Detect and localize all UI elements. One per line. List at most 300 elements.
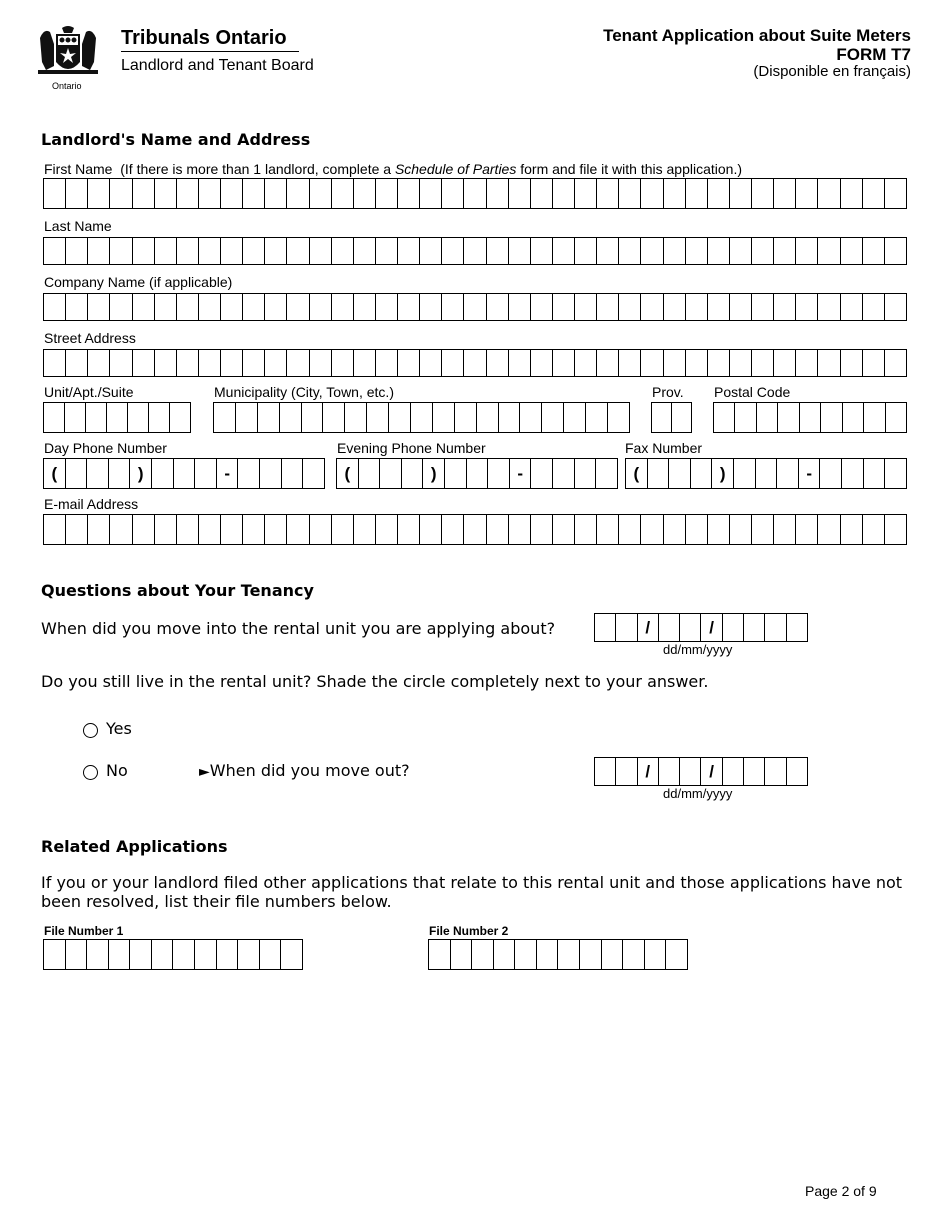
char-box[interactable] [44,238,66,264]
char-box[interactable] [87,459,109,488]
char-box[interactable] [553,515,575,544]
char-box[interactable] [885,294,906,320]
char-box[interactable] [863,238,885,264]
char-box[interactable] [619,238,641,264]
char-box[interactable] [686,238,708,264]
char-box[interactable] [619,294,641,320]
char-box[interactable] [774,238,796,264]
char-box[interactable] [332,238,354,264]
char-box[interactable] [109,459,131,488]
char-box[interactable] [280,403,302,432]
char-box[interactable] [243,294,265,320]
char-box[interactable] [531,350,553,376]
char-box[interactable] [195,940,217,969]
char-box[interactable] [110,515,132,544]
char-box[interactable] [88,350,110,376]
char-box[interactable] [464,179,486,208]
char-box[interactable] [756,459,778,488]
char-box[interactable] [265,294,287,320]
char-box[interactable] [796,294,818,320]
char-box[interactable] [686,179,708,208]
char-box[interactable] [238,940,260,969]
fax-field[interactable] [625,458,907,489]
char-box[interactable] [752,294,774,320]
char-box[interactable] [494,940,516,969]
char-box[interactable] [575,294,597,320]
char-box[interactable] [88,294,110,320]
char-box[interactable] [221,294,243,320]
char-box[interactable] [487,515,509,544]
char-box[interactable] [616,614,637,641]
postal-code-field[interactable] [713,402,907,433]
last-name-field[interactable] [43,237,907,265]
char-box[interactable] [398,350,420,376]
char-box[interactable] [155,350,177,376]
char-box[interactable] [332,179,354,208]
char-box[interactable] [641,238,663,264]
char-box[interactable] [488,459,510,488]
char-box[interactable] [110,350,132,376]
char-box[interactable]: ( [337,459,359,488]
char-box[interactable] [542,403,564,432]
char-box[interactable] [531,179,553,208]
char-box[interactable] [537,940,559,969]
char-box[interactable] [509,515,531,544]
first-name-field[interactable] [43,178,907,209]
char-box[interactable] [553,350,575,376]
char-box[interactable] [886,403,906,432]
char-box[interactable] [155,515,177,544]
char-box[interactable] [863,350,885,376]
char-box[interactable] [487,179,509,208]
char-box[interactable] [398,238,420,264]
char-box[interactable] [531,294,553,320]
char-box[interactable] [170,403,190,432]
char-box[interactable] [332,294,354,320]
char-box[interactable] [777,459,799,488]
char-box[interactable] [155,179,177,208]
char-box[interactable] [664,350,686,376]
char-box[interactable] [354,350,376,376]
char-box[interactable] [680,614,701,641]
char-box[interactable] [774,294,796,320]
char-box[interactable] [376,350,398,376]
char-box[interactable]: ) [712,459,734,488]
char-box[interactable]: ( [626,459,648,488]
char-box[interactable] [796,350,818,376]
char-box[interactable] [616,758,637,785]
char-box[interactable] [509,350,531,376]
char-box[interactable] [648,459,670,488]
char-box[interactable] [509,179,531,208]
char-box[interactable] [796,515,818,544]
char-box[interactable] [243,350,265,376]
char-box[interactable] [841,515,863,544]
char-box[interactable] [442,294,464,320]
char-box[interactable] [433,403,455,432]
char-box[interactable] [155,238,177,264]
char-box[interactable] [199,179,221,208]
no-radio[interactable] [83,765,98,780]
char-box[interactable] [173,940,195,969]
char-box[interactable] [666,940,687,969]
char-box[interactable] [282,459,304,488]
char-box[interactable] [752,179,774,208]
char-box[interactable] [107,403,128,432]
char-box[interactable] [260,459,282,488]
char-box[interactable] [221,238,243,264]
municipality-field[interactable] [213,402,630,433]
char-box[interactable] [152,940,174,969]
char-box[interactable] [402,459,424,488]
char-box[interactable] [597,179,619,208]
char-box[interactable] [199,294,221,320]
char-box[interactable] [842,459,864,488]
char-box[interactable] [310,294,332,320]
char-box[interactable] [597,350,619,376]
char-box[interactable] [818,179,840,208]
char-box[interactable] [664,179,686,208]
char-box[interactable] [442,350,464,376]
char-box[interactable] [133,238,155,264]
char-box[interactable] [672,403,691,432]
char-box[interactable] [659,614,680,641]
char-box[interactable] [420,179,442,208]
char-box[interactable] [177,294,199,320]
char-box[interactable] [221,350,243,376]
char-box[interactable] [354,515,376,544]
char-box[interactable] [531,238,553,264]
char-box[interactable] [177,515,199,544]
char-box[interactable] [652,403,672,432]
char-box[interactable] [586,403,608,432]
char-box[interactable] [66,459,88,488]
char-box[interactable] [787,614,807,641]
move-in-date-field[interactable] [594,613,808,642]
char-box[interactable] [149,403,170,432]
char-box[interactable] [177,179,199,208]
file-number-1-field[interactable] [43,939,303,970]
email-field[interactable] [43,514,907,545]
char-box[interactable] [597,294,619,320]
char-box[interactable] [499,403,521,432]
char-box[interactable] [66,940,88,969]
char-box[interactable] [487,294,509,320]
char-box[interactable] [564,403,586,432]
char-box[interactable] [714,403,735,432]
char-box[interactable] [765,614,786,641]
char-box[interactable] [66,515,88,544]
char-box[interactable] [221,179,243,208]
char-box[interactable] [686,515,708,544]
char-box[interactable] [44,403,65,432]
yes-radio[interactable] [83,723,98,738]
char-box[interactable] [477,403,499,432]
char-box[interactable] [734,459,756,488]
char-box[interactable] [243,179,265,208]
char-box[interactable] [265,515,287,544]
char-box[interactable] [645,940,667,969]
char-box[interactable] [429,940,451,969]
char-box[interactable] [445,459,467,488]
char-box[interactable] [376,238,398,264]
char-box[interactable] [595,614,616,641]
char-box[interactable] [260,940,282,969]
char-box[interactable] [87,940,109,969]
day-phone-field[interactable] [43,458,325,489]
char-box[interactable] [558,940,580,969]
char-box[interactable] [619,515,641,544]
char-box[interactable] [730,515,752,544]
char-box[interactable] [509,294,531,320]
char-box[interactable] [619,179,641,208]
char-box[interactable] [44,350,66,376]
char-box[interactable] [821,403,842,432]
char-box[interactable] [354,238,376,264]
char-box[interactable] [110,179,132,208]
char-box[interactable] [602,940,624,969]
char-box[interactable] [730,350,752,376]
char-box[interactable] [744,758,765,785]
char-box[interactable]: ( [44,459,66,488]
char-box[interactable] [398,515,420,544]
char-box[interactable] [608,403,629,432]
char-box[interactable] [735,403,756,432]
char-box[interactable] [66,294,88,320]
char-box[interactable] [354,294,376,320]
char-box[interactable]: ) [130,459,152,488]
char-box[interactable] [86,403,107,432]
char-box[interactable] [575,459,597,488]
prov-field[interactable] [651,402,692,433]
char-box[interactable] [752,350,774,376]
char-box[interactable]: - [799,459,821,488]
char-box[interactable] [199,515,221,544]
char-box[interactable] [177,350,199,376]
char-box[interactable] [367,403,389,432]
char-box[interactable] [238,459,260,488]
char-box[interactable] [287,515,309,544]
char-box[interactable] [863,294,885,320]
char-box[interactable] [310,179,332,208]
char-box[interactable] [281,940,302,969]
char-box[interactable] [664,515,686,544]
char-box[interactable] [841,350,863,376]
char-box[interactable] [818,238,840,264]
char-box[interactable] [774,515,796,544]
char-box[interactable] [841,238,863,264]
char-box[interactable] [44,940,66,969]
char-box[interactable] [796,179,818,208]
char-box[interactable] [863,515,885,544]
char-box[interactable] [575,350,597,376]
char-box[interactable] [669,459,691,488]
char-box[interactable] [787,758,807,785]
char-box[interactable] [575,515,597,544]
char-box[interactable] [155,294,177,320]
char-box[interactable] [310,238,332,264]
char-box[interactable] [345,403,367,432]
char-box[interactable] [88,238,110,264]
char-box[interactable] [708,179,730,208]
char-box[interactable] [398,294,420,320]
char-box[interactable] [467,459,489,488]
char-box[interactable]: - [510,459,532,488]
char-box[interactable] [310,350,332,376]
char-box[interactable] [354,179,376,208]
char-box[interactable] [863,179,885,208]
char-box[interactable] [110,238,132,264]
char-box[interactable] [177,238,199,264]
char-box[interactable] [332,515,354,544]
char-box[interactable]: / [701,614,722,641]
char-box[interactable] [864,403,885,432]
char-box[interactable] [708,294,730,320]
char-box[interactable] [641,515,663,544]
char-box[interactable] [596,459,617,488]
char-box[interactable] [686,350,708,376]
char-box[interactable] [420,238,442,264]
char-box[interactable] [451,940,473,969]
move-out-date-field[interactable] [594,757,808,786]
char-box[interactable] [641,179,663,208]
char-box[interactable] [553,238,575,264]
char-box[interactable] [323,403,345,432]
char-box[interactable] [820,459,842,488]
char-box[interactable] [885,350,906,376]
char-box[interactable] [659,758,680,785]
char-box[interactable] [243,238,265,264]
char-box[interactable] [442,238,464,264]
char-box[interactable] [472,940,494,969]
char-box[interactable] [686,294,708,320]
char-box[interactable] [420,350,442,376]
char-box[interactable] [730,179,752,208]
char-box[interactable] [109,940,131,969]
char-box[interactable] [464,350,486,376]
char-box[interactable] [553,179,575,208]
evening-phone-field[interactable] [336,458,618,489]
company-name-field[interactable] [43,293,907,321]
char-box[interactable] [398,179,420,208]
char-box[interactable] [885,515,906,544]
char-box[interactable] [420,515,442,544]
char-box[interactable] [442,515,464,544]
char-box[interactable] [258,403,280,432]
char-box[interactable] [575,179,597,208]
char-box[interactable] [442,179,464,208]
char-box[interactable] [199,238,221,264]
char-box[interactable] [464,294,486,320]
char-box[interactable] [420,294,442,320]
char-box[interactable] [287,294,309,320]
char-box[interactable] [818,350,840,376]
char-box[interactable] [66,179,88,208]
char-box[interactable] [195,459,217,488]
char-box[interactable] [841,294,863,320]
char-box[interactable] [752,515,774,544]
char-box[interactable] [88,179,110,208]
char-box[interactable] [509,238,531,264]
char-box[interactable] [133,515,155,544]
char-box[interactable] [303,459,324,488]
char-box[interactable] [708,515,730,544]
file-number-2-field[interactable] [428,939,688,970]
char-box[interactable] [723,614,744,641]
char-box[interactable] [66,238,88,264]
char-box[interactable] [133,294,155,320]
char-box[interactable] [778,403,799,432]
char-box[interactable]: / [701,758,722,785]
char-box[interactable] [597,238,619,264]
char-box[interactable] [152,459,174,488]
char-box[interactable] [389,403,411,432]
char-box[interactable] [752,238,774,264]
char-box[interactable] [818,294,840,320]
char-box[interactable] [380,459,402,488]
char-box[interactable] [133,350,155,376]
char-box[interactable] [265,179,287,208]
char-box[interactable] [376,179,398,208]
char-box[interactable] [287,179,309,208]
char-box[interactable]: / [638,758,659,785]
char-box[interactable] [44,179,66,208]
char-box[interactable] [553,459,575,488]
char-box[interactable] [65,403,86,432]
char-box[interactable] [623,940,645,969]
char-box[interactable] [359,459,381,488]
char-box[interactable] [691,459,713,488]
char-box[interactable] [265,350,287,376]
char-box[interactable] [302,403,324,432]
char-box[interactable] [708,350,730,376]
char-box[interactable]: - [217,459,239,488]
char-box[interactable] [619,350,641,376]
char-box[interactable] [774,350,796,376]
char-box[interactable] [531,515,553,544]
char-box[interactable] [520,403,542,432]
char-box[interactable] [680,758,701,785]
char-box[interactable] [580,940,602,969]
char-box[interactable] [708,238,730,264]
char-box[interactable] [487,238,509,264]
char-box[interactable] [796,238,818,264]
char-box[interactable]: / [638,614,659,641]
street-address-field[interactable] [43,349,907,377]
char-box[interactable] [641,350,663,376]
char-box[interactable] [730,238,752,264]
char-box[interactable] [376,515,398,544]
char-box[interactable]: ) [423,459,445,488]
char-box[interactable] [287,350,309,376]
char-box[interactable] [110,294,132,320]
char-box[interactable] [88,515,110,544]
char-box[interactable] [464,515,486,544]
char-box[interactable] [595,758,616,785]
char-box[interactable] [44,515,66,544]
char-box[interactable] [885,179,906,208]
char-box[interactable] [800,403,821,432]
char-box[interactable] [744,614,765,641]
char-box[interactable] [376,294,398,320]
char-box[interactable] [757,403,778,432]
char-box[interactable] [885,459,906,488]
char-box[interactable] [664,294,686,320]
char-box[interactable] [128,403,149,432]
char-box[interactable] [265,238,287,264]
char-box[interactable] [641,294,663,320]
char-box[interactable] [723,758,744,785]
